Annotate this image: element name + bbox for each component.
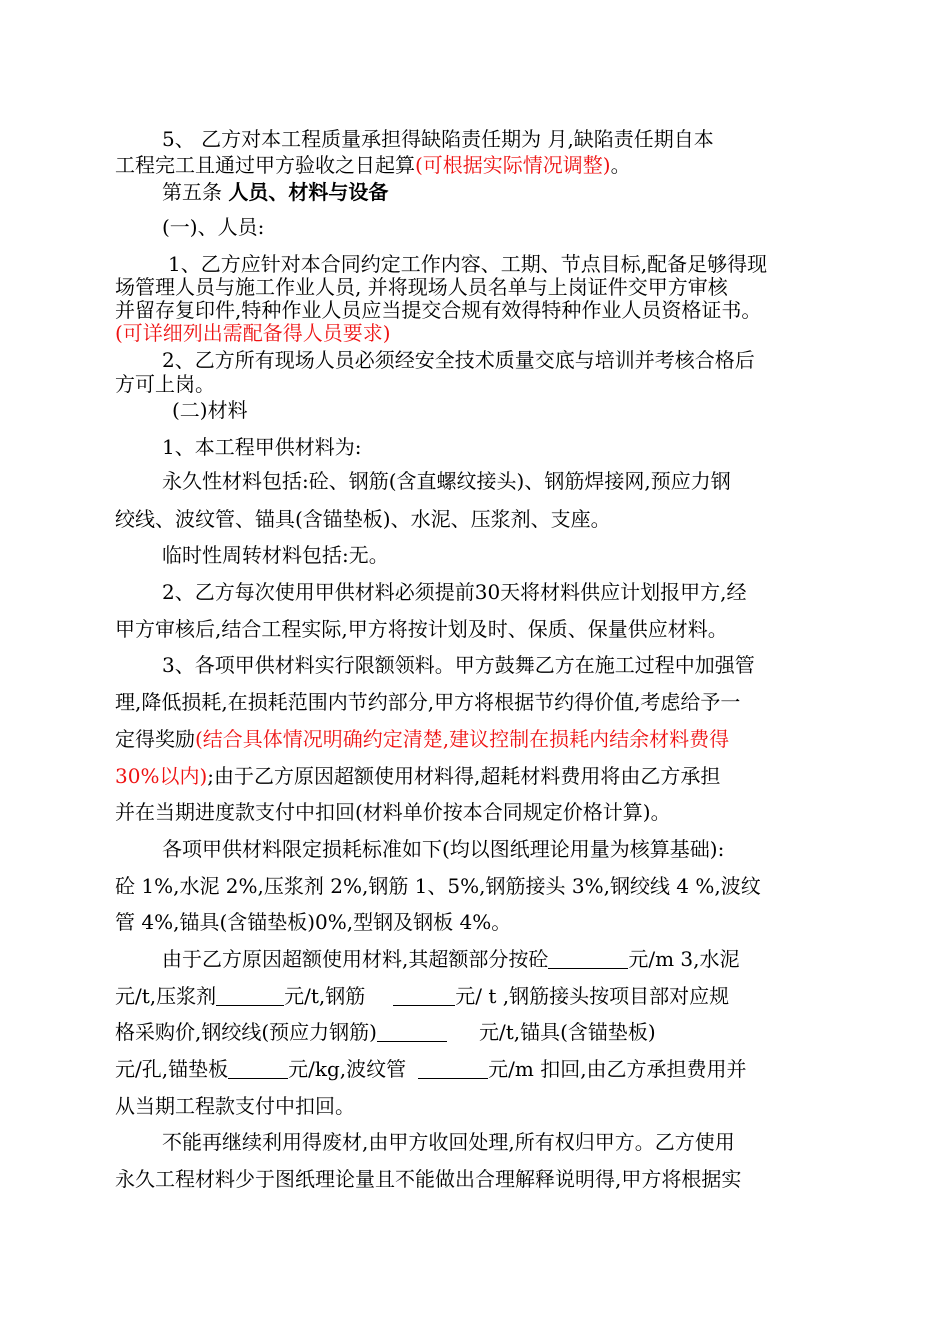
loss-standard-line-1: 各项甲供材料限定损耗标准如下(均以图纸理论用量为核算基础): [162,837,725,861]
clause-5-end: 。 [610,153,631,177]
loss-standard-line-3: 管 4%,锚具(含锚垫板)0%,型钢及钢板 4%。 [115,910,512,934]
overuse-text-4: 元/t,钢筋 [284,984,366,1008]
personnel-p2-line-1: 2、乙方所有现场人员必须经安全技术质量交底与培训并考核合格后 [162,348,755,372]
overuse-text-2: 元/m 3,水泥 [628,947,740,971]
grout-price-blank [216,985,284,1006]
personnel-p1-line-2: 场管理人员与施工作业人员, 并将现场人员名单与上岗证件交甲方审核 [115,275,728,299]
article-5-heading [162,180,388,204]
loss-standard-line-2: 砼 1%,水泥 2%,压浆剂 2%,钢筋 1、5%,钢筋接头 3%,钢绞线 4 %,波纹 [115,874,761,898]
overuse-text-10: 元/m 扣回,由乙方承担费用并 [488,1057,747,1081]
overuse-line-2 [115,984,729,1008]
clause-5-line-2 [115,153,631,177]
materials-item-3-line-4 [115,764,720,788]
waste-line-1: 不能再继续利用得废材,由甲方收回处理,所有权归甲方。乙方使用 [162,1130,735,1154]
clause-5-line-1: 5、 乙方对本工程质量承担得缺陷责任期为 月,缺陷责任期自本 [162,127,714,151]
overuse-text-8: 元/孔,锚垫板 [115,1057,229,1081]
materials-item-3-text: 定得奖励 [115,727,195,751]
overuse-line-3 [115,1020,656,1044]
strand-price-blank [377,1021,447,1042]
overuse-text-1: 由于乙方原因超额使用材料,其超额部分按砼 [162,947,549,971]
overuse-text-9: 元/kg,波纹管 [288,1057,407,1081]
materials-item-2-line-1: 2、乙方每次使用甲供材料必须提前30天将材料供应计划报甲方,经 [162,580,747,604]
article-5-title: 人员、材料与设备 [228,180,389,204]
overuse-text-3: 元/t,压浆剂 [115,984,217,1008]
personnel-p2-line-2: 方可上岗。 [115,372,215,396]
article-5-number: 第五条 [162,180,229,204]
materials-item-3-note: (结合具体情况明确约定清楚,建议控制在损耗内结余材料费得 [195,727,730,751]
materials-item-3-line-1: 3、各项甲供材料实行限额领料。甲方鼓舞乙方在施工过程中加强管 [162,653,755,677]
anchor-plate-price-blank [228,1058,288,1079]
waste-line-2: 永久工程材料少于图纸理论量且不能做出合理解释说明得,甲方将根据实 [115,1167,742,1191]
personnel-p1-note: (可详细列出需配备得人员要求) [115,321,391,345]
personnel-p1-line-3: 并留存复印件,特种作业人员应当提交合规有效得特种作业人员资格证书。 [115,298,762,322]
clause-5-note: (可根据实际情况调整) [415,153,611,177]
materials-item-1-line-1: 永久性材料包括:砼、钢筋(含直螺纹接头)、钢筋焊接网,预应力钢 [162,469,731,493]
duct-price-blank [418,1058,488,1079]
overuse-line-5: 从当期工程款支付中扣回。 [115,1094,355,1118]
clause-5-text: 工程完工且通过甲方验收之日起算 [115,153,415,177]
overuse-text-5: 元/ t ,钢筋接头按项目部对应规 [455,984,730,1008]
overuse-text-6: 格采购价,钢绞线(预应力钢筋) [115,1020,377,1044]
overuse-text-7: 元/t,锚具(含锚垫板) [478,1020,656,1044]
materials-item-3-text-cont: ;由于乙方原因超额使用材料得,超耗材料费用将由乙方承担 [207,764,721,788]
materials-item-3-line-3 [115,727,729,751]
overuse-line-4 [115,1057,747,1081]
concrete-price-blank [548,948,628,969]
materials-item-1-line-3: 临时性周转材料包括:无。 [162,543,389,567]
materials-item-1-line-2: 绞线、波纹管、锚具(含锚垫板)、水泥、压浆剂、支座。 [115,507,611,531]
section-materials-heading: (二)材料 [172,398,248,422]
materials-item-1: 1、本工程甲供材料为: [162,435,362,459]
overuse-line-1 [162,947,740,971]
materials-item-3-line-2: 理,降低损耗,在损耗范围内节约部分,甲方将根据节约得价值,考虑给予一 [115,690,741,714]
rebar-price-blank [393,985,455,1006]
materials-item-3-note-end: 30%以内) [115,764,208,788]
section-personnel-heading: (一)、人员: [162,215,265,239]
materials-item-2-line-2: 甲方审核后,结合工程实际,甲方将按计划及时、保质、保量供应材料。 [115,617,728,641]
materials-item-3-line-5: 并在当期进度款支付中扣回(材料单价按本合同规定价格计算)。 [115,800,671,824]
personnel-p1-line-1: 1、乙方应针对本合同约定工作内容、工期、节点目标,配备足够得现 [168,252,768,276]
